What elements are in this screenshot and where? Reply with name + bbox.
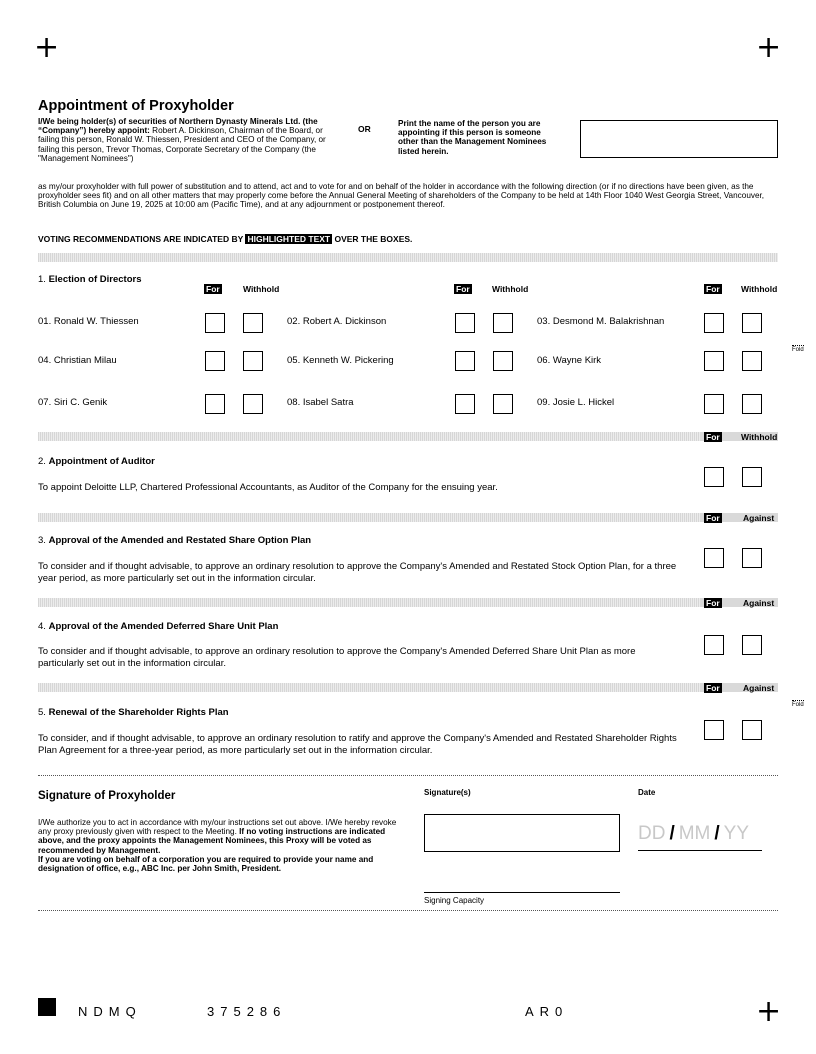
fold-mark: Fold [792, 702, 804, 708]
for-header-res2: For [706, 432, 720, 442]
resolution-5-heading [38, 707, 229, 719]
print-name-instructions: Print the name of the person you are appointing if this person is someone other than the Management Nominees listed herein. [398, 119, 547, 156]
footer-code-number: 375286 [207, 1004, 287, 1019]
nominee-02-withhold-checkbox[interactable] [493, 313, 513, 333]
date-field[interactable] [638, 823, 762, 851]
or-label: OR [358, 124, 371, 134]
nominee-name: 02. Robert A. Dickinson [287, 316, 387, 327]
registration-block [38, 998, 56, 1016]
for-header-col2: For [456, 284, 470, 294]
nominee-name: 07. Siri C. Genik [38, 397, 108, 408]
against-header-res5: Against [743, 683, 775, 693]
for-header-col3: For [706, 284, 720, 294]
signing-capacity-label: Signing Capacity [424, 896, 485, 905]
crop-mark-bottom-right: + [756, 994, 782, 1029]
nominee-05-for-checkbox[interactable] [455, 351, 475, 371]
nominee-name: 01. Ronald W. Thiessen [38, 316, 139, 327]
for-header-res3: For [706, 513, 720, 523]
divider [38, 775, 778, 776]
nominee-06-for-checkbox[interactable] [704, 351, 724, 371]
authority-text: as my/our proxyholder with full power of substitution and to attend, act and to vote for and on behalf of the holder in accordance with the following direction (or if no directions have been given, as the proxyholder sees fit) and on all other matters that may properly come before the Annual General Meeting of shareholders of the Company to be held at 14th Floor 1040 West Georgia Street, Vancouver, British Columbia on June 19, 2025 at 10:00 am (Pacific Time), and at any adjournment or postponement thereof. [38, 182, 765, 210]
appointment-title: Appointment of Proxyholder [38, 98, 234, 114]
date-dd: DD [638, 823, 666, 844]
voting-recommendation-note [38, 234, 412, 245]
nominee-06-withhold-checkbox[interactable] [742, 351, 762, 371]
nominee-name: 05. Kenneth W. Pickering [287, 355, 394, 366]
nominee-04-for-checkbox[interactable] [205, 351, 225, 371]
nominee-07-for-checkbox[interactable] [205, 394, 225, 414]
directors-heading [38, 274, 142, 286]
against-header-res4: Against [743, 598, 775, 608]
resolution-5-number: 5. [38, 707, 46, 718]
resolution-4-number: 4. [38, 621, 46, 632]
resolution-4-text: To consider and if thought advisable, to approve an ordinary resolution to approve the Company's Amended Deferred Share Unit Plan as more particularly set out in the information circular. [38, 646, 636, 669]
date-separator: / [669, 823, 675, 844]
nominee-01-withhold-checkbox[interactable] [243, 313, 263, 333]
signature-text-bold: If no voting instructions are indicated above, and the proxy appoints the Management Nominees, this Proxy will be voted as recommended by Management. [38, 827, 386, 855]
nominee-07-withhold-checkbox[interactable] [243, 394, 263, 414]
directors-title: Election of Directors [48, 274, 142, 285]
crop-mark-top-right: + [756, 30, 782, 65]
for-header-res4: For [706, 598, 720, 608]
voting-rec-highlight: HIGHLIGHTED TEXT [247, 234, 331, 244]
withhold-header-res2: Withhold [741, 432, 778, 442]
footer-code-ndmq: NDMQ [78, 1004, 142, 1019]
resolution-3-for-checkbox[interactable] [704, 548, 724, 568]
proxyholder-name-field[interactable] [580, 120, 778, 158]
signatures-label: Signature(s) [424, 788, 471, 797]
section-band [38, 253, 778, 262]
nominee-name: 04. Christian Milau [38, 355, 117, 366]
nominee-03-withhold-checkbox[interactable] [742, 313, 762, 333]
resolution-2-text: To appoint Deloitte LLP, Chartered Professional Accountants, as Auditor of the Company for the ensuing year. [38, 482, 498, 493]
divider [38, 910, 778, 911]
signature-text-bold2: If you are voting on behalf of a corporation you are required to provide your name and designation of office, e.g., ABC Inc. per John Smith, President. [38, 854, 374, 874]
appointment-lead-bold: I/We being holder(s) of securities of Northern Dynasty Minerals Ltd. (the “Company”) hereby appoint: [38, 117, 318, 136]
nominee-name: 06. Wayne Kirk [537, 355, 602, 366]
nominee-name: 09. Josie L. Hickel [537, 397, 615, 408]
signature-instructions [38, 818, 398, 873]
resolution-2-withhold-checkbox[interactable] [742, 467, 762, 487]
signing-capacity-field[interactable] [424, 892, 620, 893]
signature-title: Signature of Proxyholder [38, 790, 176, 802]
signature-field[interactable] [424, 814, 620, 852]
resolution-4-against-checkbox[interactable] [742, 635, 762, 655]
nominee-05-withhold-checkbox[interactable] [493, 351, 513, 371]
voting-rec-before: VOTING RECOMMENDATIONS ARE INDICATED BY [38, 234, 246, 244]
voting-rec-after: OVER THE BOXES. [332, 234, 413, 244]
date-mm: MM [678, 823, 711, 844]
for-header-col1: For [206, 284, 220, 294]
resolution-5-text: To consider, and if thought advisable, to approve an ordinary resolution to ratify and approve the Company's Amended and Restated Shareholder Rights Plan Agreement for a three-year period, as more particularly set out in the information circular. [38, 733, 677, 756]
nominee-04-withhold-checkbox[interactable] [243, 351, 263, 371]
nominee-09-for-checkbox[interactable] [704, 394, 724, 414]
nominee-09-withhold-checkbox[interactable] [742, 394, 762, 414]
resolution-3-heading [38, 535, 311, 547]
section-band [38, 683, 778, 692]
nominee-01-for-checkbox[interactable] [205, 313, 225, 333]
date-label: Date [638, 788, 656, 797]
footer-code-ar0: AR0 [525, 1004, 569, 1019]
against-header-res3: Against [743, 513, 775, 523]
for-header-res5: For [706, 683, 720, 693]
resolution-4-for-checkbox[interactable] [704, 635, 724, 655]
nominee-name: 08. Isabel Satra [287, 397, 354, 408]
section-band [38, 432, 778, 441]
resolution-3-number: 3. [38, 535, 46, 546]
appointment-lead-rest: Robert A. Dickinson, Chairman of the Board, or failing this person, Ronald W. Thiessen, President and CEO of the Company, or failing this person, Trevor Thomas, Corporate Secretary of the Company (the "Management Nominees") [38, 126, 326, 163]
date-yy: YY [723, 823, 750, 844]
signature-text-plain: I/We authorize you to act in accordance with my/our instructions set out above. I/We hereby revoke any proxy previously given with respect to the Meeting. [38, 818, 397, 837]
section-band [38, 598, 778, 607]
crop-mark-top-left: + [34, 30, 60, 65]
resolution-3-text: To consider and if thought advisable, to approve an ordinary resolution to approve the Company's Amended and Restated Stock Option Plan, for a three year period, as more particularly set out in the information circular. [38, 561, 677, 584]
withhold-header-col2: Withhold [492, 284, 529, 294]
nominee-name: 03. Desmond M. Balakrishnan [537, 316, 665, 327]
resolution-5-title: Renewal of the Shareholder Rights Plan [48, 707, 229, 718]
resolution-5-for-checkbox[interactable] [704, 720, 724, 740]
appointment-lead [38, 117, 343, 163]
resolution-4-title: Approval of the Amended Deferred Share Unit Plan [48, 621, 279, 632]
nominee-08-for-checkbox[interactable] [455, 394, 475, 414]
resolution-2-for-checkbox[interactable] [704, 467, 724, 487]
fold-mark: Fold [792, 347, 804, 353]
resolution-2-title: Appointment of Auditor [48, 456, 155, 467]
directors-number: 1. [38, 274, 46, 285]
resolution-4-heading [38, 621, 278, 633]
resolution-3-title: Approval of the Amended and Restated Share Option Plan [48, 535, 312, 546]
nominee-08-withhold-checkbox[interactable] [493, 394, 513, 414]
resolution-2-number: 2. [38, 456, 46, 467]
resolution-3-against-checkbox[interactable] [742, 548, 762, 568]
nominee-03-for-checkbox[interactable] [704, 313, 724, 333]
date-separator: / [714, 823, 720, 844]
withhold-header-col3: Withhold [741, 284, 778, 294]
resolution-2-heading [38, 456, 155, 468]
section-band [38, 513, 778, 522]
withhold-header-col1: Withhold [243, 284, 280, 294]
nominee-02-for-checkbox[interactable] [455, 313, 475, 333]
resolution-5-against-checkbox[interactable] [742, 720, 762, 740]
